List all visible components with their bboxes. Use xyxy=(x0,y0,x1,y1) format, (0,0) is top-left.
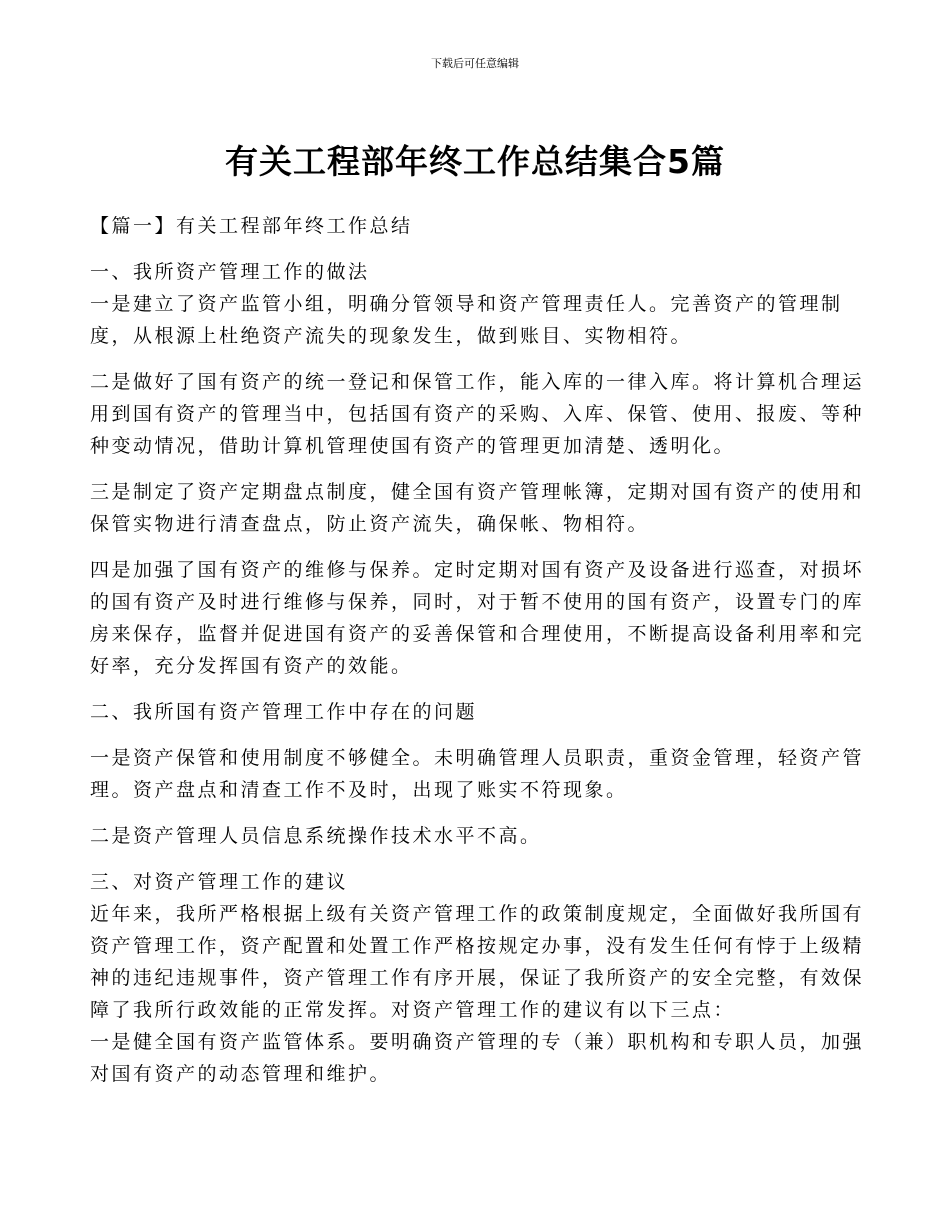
section-heading-suggestions: 三、对资产管理工作的建议 xyxy=(90,871,349,893)
document-title: 有关工程部年终工作总结集合5篇 xyxy=(225,142,725,181)
paragraph: 一是资产保管和使用制度不够健全。未明确管理人员职责，重资金管理，轻资产管理。资产盘点和清查工作不及时，出现了账实不符现象。 xyxy=(90,747,865,801)
paragraph: 四是加强了国有资产的维修与保养。定时定期对国有资产及设备进行巡查，对损坏的国有资产及时进行维修与保养，同时，对于暂不使用的国有资产，设置专门的库房来保存，监督并促进国有资产的妥善保管和合理使用，不断提高设备利用率和完好率，充分发挥国有资产的效能。 xyxy=(90,559,865,677)
paragraph: 近年来，我所严格根据上级有关资产管理工作的政策制度规定，全面做好我所国有资产管理工作，资产配置和处置工作严格按规定办事，没有发生任何有悖于上级精神的违纪违规事件，资产管理工作有序开展，保证了我所资产的安全完整，有效保障了我所行政效能的正常发挥。对资产管理工作的建议有以下三点： xyxy=(90,903,865,1021)
section-heading-part-one: 【篇一】有关工程部年终工作总结 xyxy=(90,215,413,237)
section-heading-problems: 二、我所国有资产管理工作中存在的问题 xyxy=(90,701,478,723)
paragraph: 一是建立了资产监管小组，明确分管领导和资产管理责任人。完善资产的管理制度，从根源上杜绝资产流失的现象发生，做到账目、实物相符。 xyxy=(90,293,843,347)
header-note: 下载后可任意编辑 xyxy=(431,57,519,70)
section-heading-practices: 一、我所资产管理工作的做法 xyxy=(90,261,370,283)
document-body xyxy=(90,210,865,1090)
paragraph: 二是资产管理人员信息系统操作技术水平不高。 xyxy=(90,825,542,847)
paragraph: 一是健全国有资产监管体系。要明确资产管理的专（兼）职机构和专职人员，加强对国有资产的动态管理和维护。 xyxy=(90,1031,865,1085)
paragraph: 二是做好了国有资产的统一登记和保管工作，能入库的一律入库。将计算机合理运用到国有资产的管理当中，包括国有资产的采购、入库、保管、使用、报废、等种种变动情况，借助计算机管理使国有资产的管理更加清楚、透明化。 xyxy=(90,371,865,457)
paragraph: 三是制定了资产定期盘点制度，健全国有资产管理帐簿，定期对国有资产的使用和保管实物进行清查盘点，防止资产流失，确保帐、物相符。 xyxy=(90,481,865,535)
